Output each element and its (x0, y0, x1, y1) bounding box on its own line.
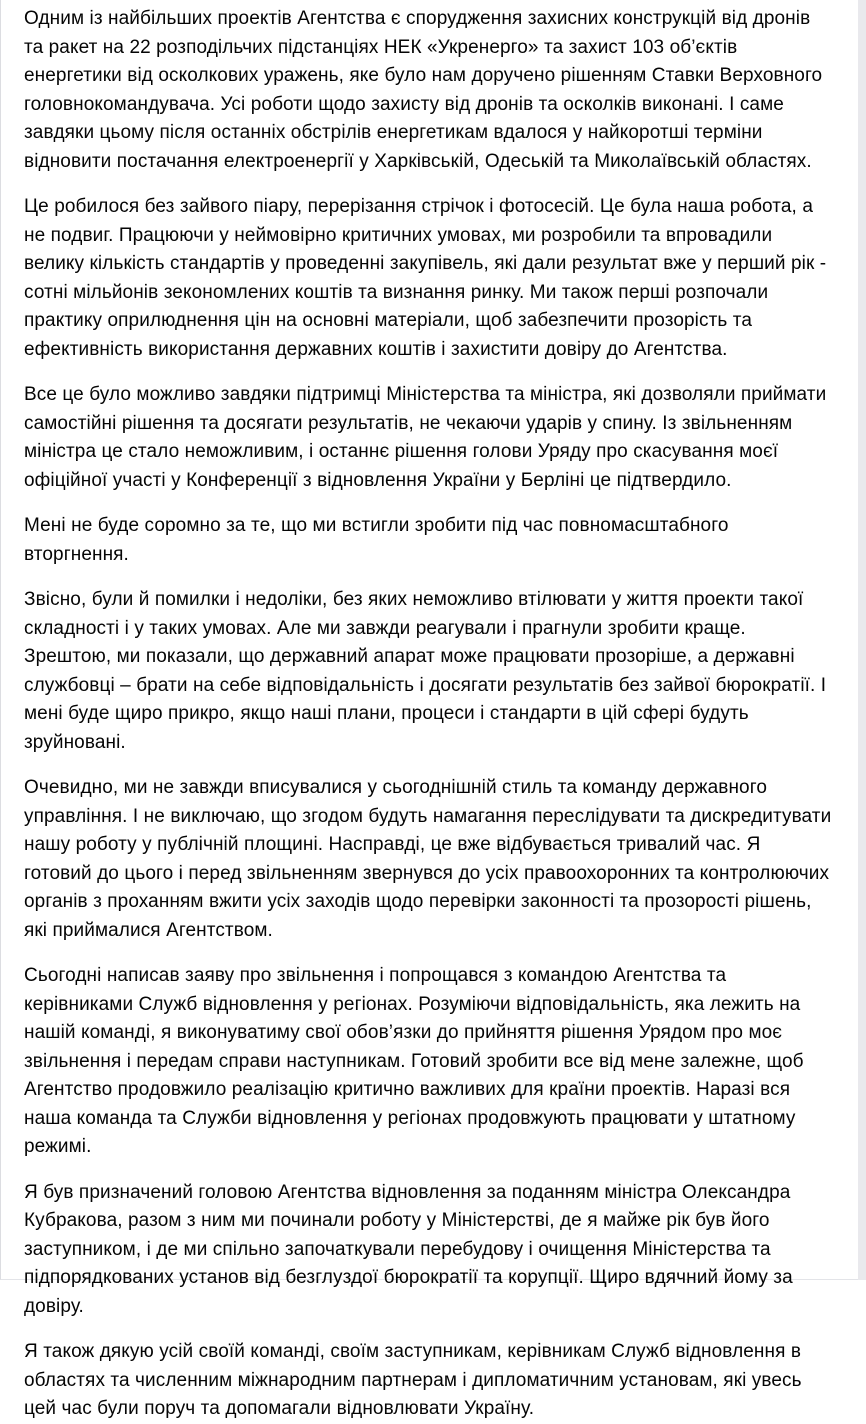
paragraph: Я був призначений головою Агентства відновлення за поданням міністра Олександра Кубракова, разом з ним ми починали роботу у Міністерстві, де я майже рік був його заступником, і де ми спільно започаткували перебудову і очищення Міністерства та підпорядкованих установ від безглуздої бюрократії та корупції. Щиро вдячний йому за довіру. (24, 1181, 793, 1317)
post-body (1, 0, 858, 1419)
paragraph: Одним із найбільших проектів Агентства є спорудження захисних конструкцій від дронів та ракет на 22 розподільчих підстанціях НЕК «Укренерго» та захист 103 об’єктів енергетики від осколкових уражень, яке було нам доручено рішенням Ставки Верховного головнокомандувача. Усі роботи щодо захисту від дронів та осколків виконані. І саме завдяки цьому після останніх обстрілів енергетикам вдалося у найкоротші терміни відновити постачання електроенергії у Харківській, Одеській та Миколаївській областях. (24, 8, 823, 172)
paragraph: Все це було можливо завдяки підтримці Міністерства та міністра, які дозволяли приймати самостійні рішення та досягати результатів, не чекаючи ударів у спину. Із звільненням міністра це стало неможливим, і останнє рішення голови Уряду про скасування моєї офіційної участі у Конференції з відновлення України у Берліні це підтвердило. (24, 384, 827, 491)
paragraph: Це робилося без зайвого піару, перерізання стрічок і фотосесій. Це була наша робота, а не подвиг. Працюючи у неймовірно критичних умовах, ми розробили та впровадили велику кількість стандартів у проведенні закупівель, які дали результат вже у перший рік - сотні мільйонів зекономлених коштів та визнання ринку. Ми також перші розпочали практику оприлюднення цін на основні матеріали, щоб забезпечити прозорість та ефективність використання державних коштів і захистити довіру до Агентства. (24, 196, 827, 360)
scrollbar-track[interactable] (858, 0, 866, 1280)
paragraph: Очевидно, ми не завжди вписувалися у сьогоднішній стиль та команду державного управління. І не виключаю, що згодом будуть намагання переслідувати та дискредитувати нашу роботу у публічній площині. Насправді, це вже відбувається тривалий час. Я готовий до цього і перед звільненням звернувся до усіх правоохоронних та контролюючих органів з проханням вжити усіх заходів щодо перевірки законності та прозорості рішень, які приймалися Агентством. (24, 777, 832, 941)
paragraph: Я також дякую усій своїй команді, своїм заступникам, керівникам Служб відновлення в областях та численним міжнародним партнерам і дипломатичним установам, які увесь цей час були поруч та допомагали відновлювати Україну. (24, 1341, 802, 1419)
paragraph: Звісно, були й помилки і недоліки, без яких неможливо втілювати у життя проекти такої складності і у таких умовах. Але ми завжди реагували і прагнули зробити краще. Зрештою, ми показали, що державний апарат може працювати прозоріше, а державні службовці – брати на себе відповідальність і досягати результатів без зайвої бюрократії. І мені буде щиро прикро, якщо наші плани, процеси і стандарти в цій сфері будуть зруйновані. (24, 589, 827, 753)
paragraph: Сьогодні написав заяву про звільнення і попрощався з командою Агентства та керівниками Служб відновлення у регіонах. Розуміючи відповідальність, яка лежить на нашій команді, я виконуватиму свої обов’язки до прийняття рішення Урядом про моє звільнення і передам справи наступникам. Готовий зробити все від мене залежне, щоб Агентство продовжило реалізацію критично важливих для країни проектів. Наразі вся наша команда та Служби відновлення у регіонах продовжують працювати у штатному режимі. (24, 965, 804, 1157)
paragraph: Мені не буде соромно за те, що ми встигли зробити під час повномасштабного вторгнення. (24, 515, 729, 565)
